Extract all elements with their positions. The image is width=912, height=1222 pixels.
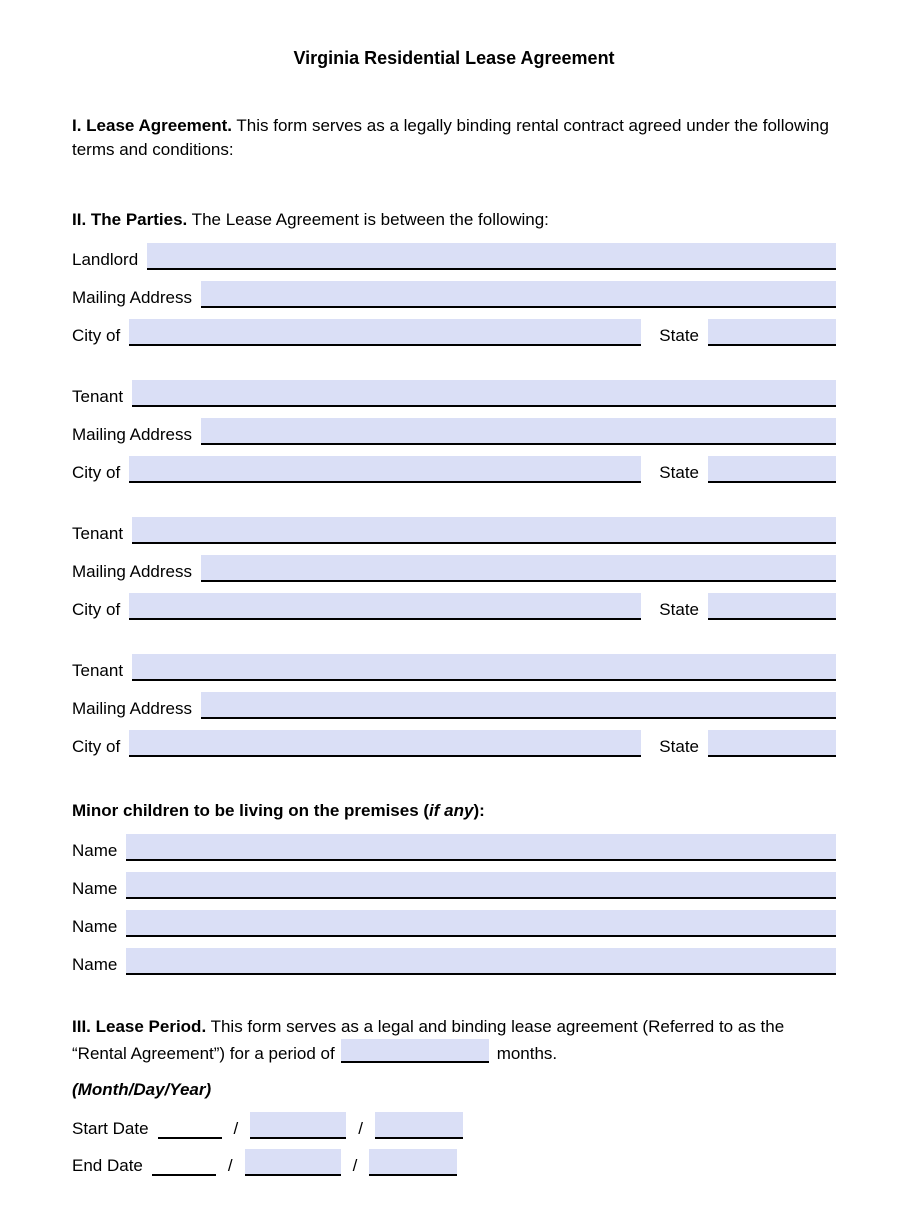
landlord-city-field[interactable] — [129, 319, 641, 346]
start-date-year-field[interactable] — [375, 1112, 463, 1139]
party-block-tenant-3 — [72, 654, 836, 757]
end-date-day-field[interactable] — [245, 1149, 341, 1176]
section-2-heading: II. The Parties. — [72, 210, 188, 229]
tenant-1-state-field[interactable] — [708, 456, 836, 483]
child-name-label-3: Name — [72, 917, 118, 936]
child-name-row-3 — [72, 910, 836, 937]
end-date-row — [72, 1149, 836, 1176]
lease-period-months-field[interactable] — [341, 1039, 489, 1063]
end-date-slash-2: / — [352, 1156, 358, 1175]
tenant-3-city-label: City of — [72, 737, 121, 756]
end-date-slash-1: / — [227, 1156, 233, 1175]
landlord-state-label: State — [659, 326, 699, 345]
page-title: Virginia Residential Lease Agreement — [293, 48, 615, 68]
child-name-field-2[interactable] — [126, 872, 836, 899]
start-date-row — [72, 1112, 836, 1139]
start-date-slash-2: / — [358, 1119, 364, 1138]
tenant-2-name-label: Tenant — [72, 524, 124, 543]
minor-children-suffix: ): — [473, 801, 485, 820]
child-name-field-3[interactable] — [126, 910, 836, 937]
landlord-mailing-label: Mailing Address — [72, 288, 193, 307]
section-3-body-before: This form serves as a legal and binding lease agreement (Referred to as the “Rental Agreement”) for a period of — [72, 1017, 785, 1063]
tenant-3-state-field[interactable] — [708, 730, 836, 757]
tenant-2-city-row — [72, 593, 836, 620]
landlord-city-row — [72, 319, 836, 346]
end-date-label: End Date — [72, 1156, 143, 1175]
section-2-paragraph — [72, 208, 836, 232]
tenant-2-name-row — [72, 517, 836, 544]
child-name-label-1: Name — [72, 841, 118, 860]
tenant-2-mailing-label: Mailing Address — [72, 562, 193, 581]
landlord-state-field[interactable] — [708, 319, 836, 346]
child-name-row-1 — [72, 834, 836, 861]
section-3-body-after: months. — [496, 1044, 558, 1063]
end-date-month-field[interactable] — [152, 1149, 216, 1176]
start-date-label: Start Date — [72, 1119, 149, 1138]
tenant-3-name-field[interactable] — [132, 654, 836, 681]
party-block-tenant-2 — [72, 517, 836, 620]
minor-children-text: Minor children to be living on the premises ( — [72, 801, 430, 820]
landlord-mailing-field[interactable] — [201, 281, 836, 308]
tenant-1-city-row — [72, 456, 836, 483]
landlord-mailing-row — [72, 281, 836, 308]
landlord-name-row — [72, 243, 836, 270]
child-name-field-1[interactable] — [126, 834, 836, 861]
tenant-3-name-label: Tenant — [72, 661, 124, 680]
child-name-field-4[interactable] — [126, 948, 836, 975]
tenant-2-state-label: State — [659, 600, 699, 619]
landlord-name-label: Landlord — [72, 250, 139, 269]
end-date-year-field[interactable] — [369, 1149, 457, 1176]
child-name-row-4 — [72, 948, 836, 975]
tenant-3-mailing-field[interactable] — [201, 692, 836, 719]
tenant-1-mailing-row — [72, 418, 836, 445]
section-3-heading: III. Lease Period. — [72, 1017, 207, 1036]
party-block-landlord — [72, 243, 836, 346]
tenant-3-mailing-row — [72, 692, 836, 719]
child-name-row-2 — [72, 872, 836, 899]
start-date-slash-1: / — [233, 1119, 239, 1138]
section-1-heading: I. Lease Agreement. — [72, 116, 232, 135]
tenant-1-state-label: State — [659, 463, 699, 482]
landlord-city-label: City of — [72, 326, 121, 345]
tenant-1-mailing-field[interactable] — [201, 418, 836, 445]
start-date-month-field[interactable] — [158, 1112, 222, 1139]
tenant-2-city-label: City of — [72, 600, 121, 619]
start-date-day-field[interactable] — [250, 1112, 346, 1139]
tenant-2-city-field[interactable] — [129, 593, 641, 620]
tenant-3-mailing-label: Mailing Address — [72, 699, 193, 718]
party-block-tenant-1 — [72, 380, 836, 483]
section-1-paragraph — [72, 114, 836, 162]
child-name-label-2: Name — [72, 879, 118, 898]
tenant-1-city-field[interactable] — [129, 456, 641, 483]
child-name-label-4: Name — [72, 955, 118, 974]
date-format-note: (Month/Day/Year) — [72, 1080, 212, 1099]
tenant-3-state-label: State — [659, 737, 699, 756]
tenant-2-state-field[interactable] — [708, 593, 836, 620]
tenant-1-city-label: City of — [72, 463, 121, 482]
tenant-2-mailing-row — [72, 555, 836, 582]
tenant-1-name-label: Tenant — [72, 387, 124, 406]
tenant-1-name-row — [72, 380, 836, 407]
section-3-paragraph — [72, 1015, 836, 1066]
tenant-3-city-field[interactable] — [129, 730, 641, 757]
tenant-1-name-field[interactable] — [132, 380, 836, 407]
tenant-1-mailing-label: Mailing Address — [72, 425, 193, 444]
section-1-body: This form serves as a legally binding rental contract agreed under the following terms and conditions: — [72, 116, 829, 159]
tenant-2-name-field[interactable] — [132, 517, 836, 544]
minor-children-if-any: if any — [429, 801, 474, 820]
tenant-3-city-row — [72, 730, 836, 757]
tenant-3-name-row — [72, 654, 836, 681]
section-2-body: The Lease Agreement is between the following: — [187, 210, 549, 229]
tenant-2-mailing-field[interactable] — [201, 555, 836, 582]
landlord-name-field[interactable] — [147, 243, 836, 270]
minor-children-heading — [72, 799, 836, 823]
